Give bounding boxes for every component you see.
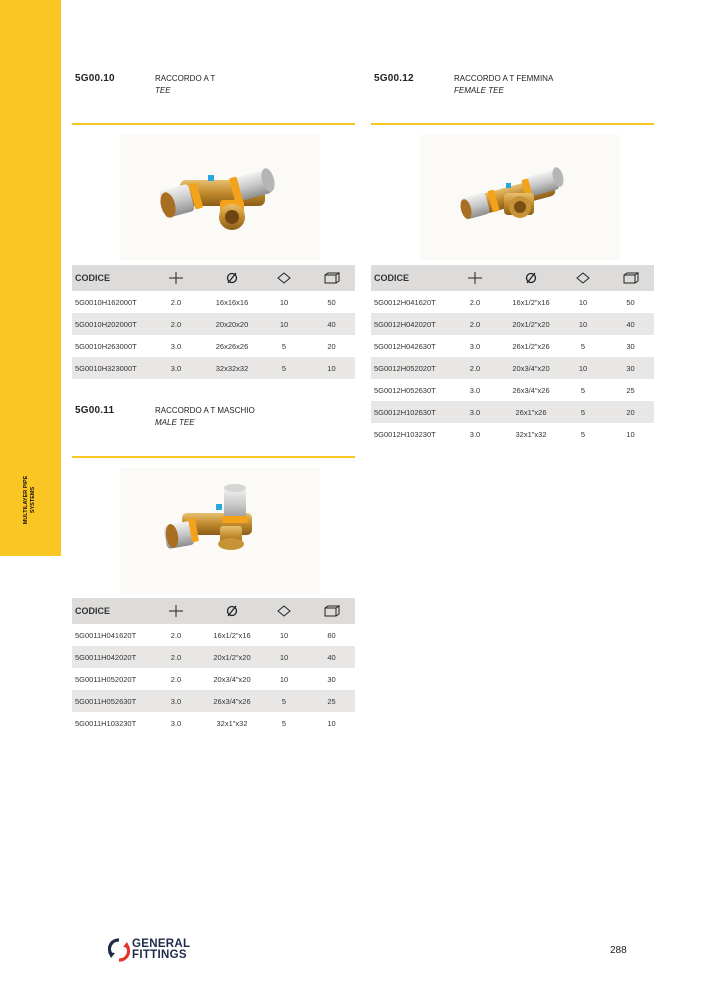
thickness-cell: 3.0 [170,341,182,351]
pack-qty-cell: 5 [559,401,607,423]
size-cell: 16x16x16 [215,297,249,307]
thickness-cell: 3.0 [469,429,481,439]
box-qty-cell: 40 [308,313,355,335]
female-tee-fitting-icon [420,135,620,260]
box-qty-cell: 25 [626,385,635,395]
pack-qty-cell: 5 [260,690,308,712]
box-icon [308,598,355,624]
product-code-cell: 5G0012H042630T [374,341,436,351]
table-row [371,379,654,401]
thickness-cell: 2.0 [170,297,182,307]
table-header-row [72,265,355,291]
product-photo-male-tee [120,468,320,593]
diameter-icon [204,265,260,291]
product-code: 5G00.12 [374,73,414,84]
product-name-en: FEMALE TEE [454,86,504,95]
size-cell: 20x1/2"x20 [503,313,559,335]
product-code-cell: 5G0011H052630T [72,690,148,712]
thickness-cell: 2.0 [170,674,182,684]
product-name-en: MALE TEE [155,418,195,427]
pack-qty-cell: 10 [559,313,607,335]
table-row [72,357,355,379]
thickness-cell: 3.0 [447,401,503,423]
size-cell: 20x3/4"x20 [213,674,251,684]
male-tee-fitting-icon [120,468,320,593]
diameter-icon [204,598,260,624]
product-code-cell: 5G0011H103230T [75,718,137,728]
pack-qty-cell: 5 [580,429,586,439]
product-name-en: TEE [155,86,171,95]
thickness-cell: 2.0 [148,313,204,335]
sidebar-label: MULTILAYER PIPE SYSTEMS [23,475,36,525]
logo-arrows-icon [108,937,130,963]
product-table-5g0011 [72,598,355,734]
size-cell: 20x3/4"x20 [503,357,559,379]
table-row [371,335,654,357]
product-table-5g0012 [371,265,654,445]
box-qty-cell: 10 [308,357,355,379]
product-name-it: RACCORDO A T FEMMINA [454,74,554,83]
size-cell: 16x1/2"x16 [512,297,550,307]
size-cell: 26x26x26 [215,341,249,351]
table-row [72,313,355,335]
product-code-cell: 5G0010H162000T [75,297,137,307]
product-code-cell: 5G0011H052020T [75,674,137,684]
pack-qty-cell: 10 [260,646,308,668]
product-code-cell: 5G0010H263000T [75,341,137,351]
size-cell: 26x3/4"x26 [204,690,260,712]
column-header-codice: CODICE [72,265,148,291]
pack-qty-cell: 10 [260,313,308,335]
section-divider [72,456,355,458]
table-row [371,313,654,335]
size-cell: 32x1"x32 [216,718,248,728]
thickness-cell: 3.0 [148,690,204,712]
table-row [72,668,355,690]
product-code-cell: 5G0012H042020T [371,313,447,335]
pack-qty-cell: 10 [279,297,289,307]
pack-qty-cell: 10 [279,674,289,684]
product-code-cell: 5G0012H103230T [374,429,436,439]
product-code-cell: 5G0012H102630T [371,401,447,423]
box-icon [308,265,355,291]
box-qty-cell: 30 [626,341,635,351]
column-header-codice: CODICE [72,598,148,624]
table-body [72,624,355,734]
box-qty-cell: 60 [327,630,336,640]
table-row [72,624,355,646]
thickness-cell: 2.0 [447,357,503,379]
product-name-it: RACCORDO A T [155,74,216,83]
box-qty-cell: 40 [308,646,355,668]
box-icon [607,265,654,291]
sidebar-band [0,0,61,556]
table-header-row [371,265,654,291]
product-code-cell: 5G0011H041620T [75,630,137,640]
table-body [72,291,355,379]
table-row [72,690,355,712]
product-code-cell: 5G0012H041620T [374,297,436,307]
table-row [72,712,355,734]
product-code: 5G00.11 [75,405,115,416]
pack-qty-cell: 5 [580,341,586,351]
pack-qty-cell: 10 [578,297,588,307]
size-cell: 26x1/2"x26 [512,341,550,351]
thickness-cell: 3.0 [469,341,481,351]
table-row [72,335,355,357]
box-qty-cell: 50 [327,297,336,307]
box-qty-cell: 50 [626,297,635,307]
diameter-icon [503,265,559,291]
pack-icon [260,265,308,291]
table-row [371,357,654,379]
size-cell: 20x20x20 [204,313,260,335]
product-code-cell: 5G0010H202000T [72,313,148,335]
table-row [371,423,654,445]
size-cell: 26x1"x26 [503,401,559,423]
thickness-icon [447,265,503,291]
pack-qty-cell: 5 [580,385,586,395]
product-code-cell: 5G0012H052020T [371,357,447,379]
size-cell: 26x3/4"x26 [512,385,550,395]
size-cell: 20x1/2"x20 [204,646,260,668]
box-qty-cell: 10 [327,718,336,728]
table-row [72,646,355,668]
logo-text: GENERAL FITTINGS [132,938,191,961]
size-cell: 32x32x32 [204,357,260,379]
section-divider [371,123,654,125]
box-qty-cell: 30 [327,674,336,684]
thickness-cell: 2.0 [148,646,204,668]
table-body [371,291,654,445]
product-table-5g0010 [72,265,355,379]
product-name-it: RACCORDO A T MASCHIO [155,406,255,415]
tee-fitting-icon [120,135,320,260]
page-number: 288 [610,945,627,956]
product-photo-female-tee [420,135,620,260]
product-code-cell: 5G0011H042020T [72,646,148,668]
pack-qty-cell: 5 [281,341,287,351]
size-cell: 32x1"x32 [515,429,547,439]
thickness-cell: 3.0 [469,385,481,395]
thickness-cell: 2.0 [469,297,481,307]
pack-icon [260,598,308,624]
product-code-cell: 5G0010H323000T [72,357,148,379]
thickness-cell: 3.0 [170,718,182,728]
table-header-row [72,598,355,624]
pack-qty-cell: 5 [281,718,287,728]
pack-qty-cell: 10 [559,357,607,379]
product-code: 5G00.10 [75,73,115,84]
box-qty-cell: 30 [607,357,654,379]
thickness-cell: 3.0 [148,357,204,379]
pack-qty-cell: 5 [260,357,308,379]
thickness-icon [148,265,204,291]
pack-qty-cell: 10 [279,630,289,640]
box-qty-cell: 40 [607,313,654,335]
table-row [371,401,654,423]
thickness-icon [148,598,204,624]
box-qty-cell: 10 [626,429,635,439]
product-photo-tee [120,135,320,260]
size-cell: 16x1/2"x16 [213,630,251,640]
table-row [72,291,355,313]
column-header-codice: CODICE [371,265,447,291]
box-qty-cell: 20 [327,341,336,351]
thickness-cell: 2.0 [447,313,503,335]
general-fittings-logo [108,937,218,965]
box-qty-cell: 20 [607,401,654,423]
box-qty-cell: 25 [308,690,355,712]
thickness-cell: 2.0 [170,630,182,640]
product-code-cell: 5G0012H052630T [374,385,436,395]
pack-icon [559,265,607,291]
table-row [371,291,654,313]
section-divider [72,123,355,125]
